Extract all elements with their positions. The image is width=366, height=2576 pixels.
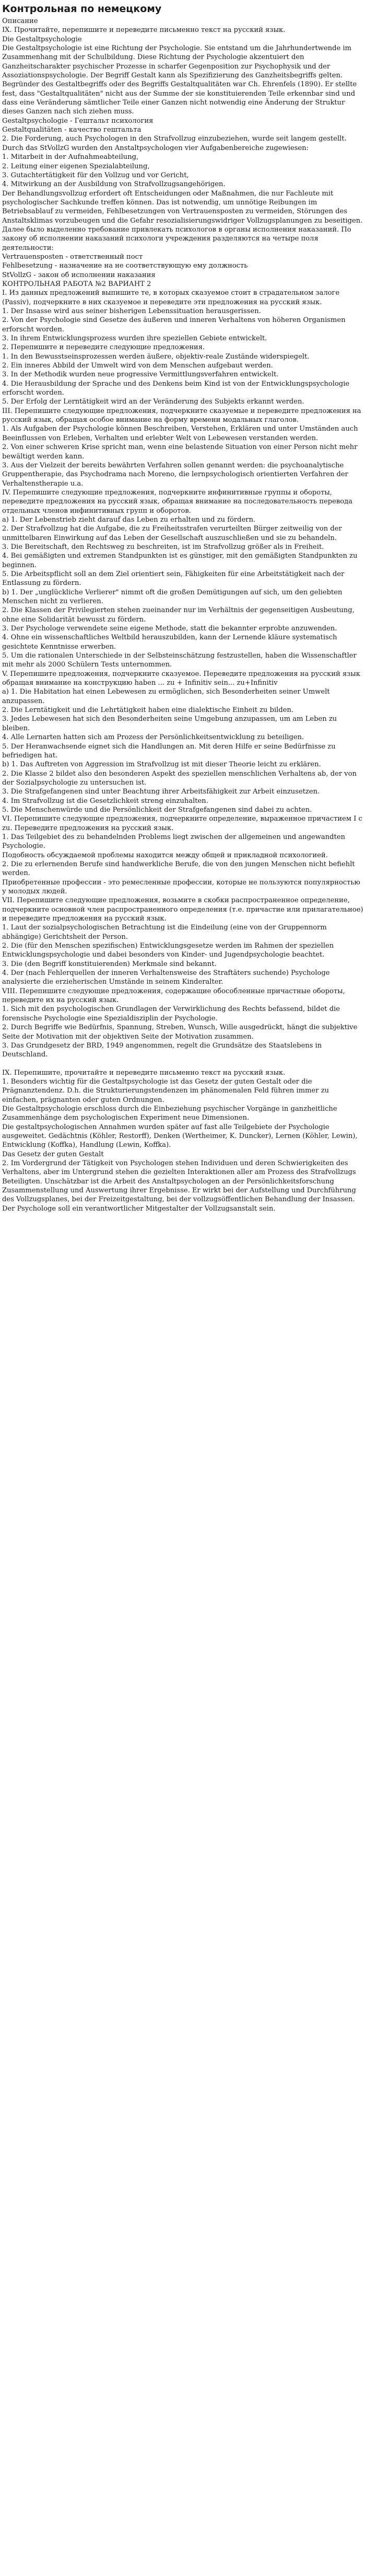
text-paragraph: 2. Die (für den Menschen spezifischen) Entwicklungsgesetze werden im Rahmen der speziellen Entwicklungspsychologie und dabei besonders von Kinder- und Jugendpsychologie beachtet.: [2, 942, 336, 959]
text-paragraph: 4. Alle Lernarten hatten sich am Prozess der Persönlichkeitsentwicklung zu beteiligen.: [2, 733, 304, 742]
text-paragraph: 3. Gutachtertätigkeit für den Vollzug und vor Gericht,: [2, 171, 189, 179]
text-paragraph: 5. Die Arbeitspflicht soll an dem Ziel orientiert sein, Fähigkeiten für eine Arbeitstätigkeit nach der Entlassung zu fördern.: [2, 570, 347, 588]
text-paragraph: Begründer des Gestaltbegriffs oder des Begriffs Gestaltqualitäten war Ch. Ehrenfels (1890). Er stellte fest, dass "Gestaltqualitäten" nicht aus der Summe der sie konstituierenden Teile erkennbar sind und dass eine Veränderung sämtlicher Teile einer Ganzen nicht notwendig eine Änderung der Struktur dieses Ganzen nach sich ziehen muss.: [2, 80, 359, 116]
text-paragraph: a) 1. Die Habitation hat einen Lebewesen zu ermöglichen, sich Besonderheiten seiner Umwelt anzupassen.: [2, 688, 332, 705]
text-paragraph: 3. Aus der Vielzeit der bereits bewährten Verfahren sollen genannt werden: die psychoanalytische Gruppentherapie, das Psychodrama nach Moreno, die lernpsychologisch orientierten Verfahren der Verhaltenstherapie u.a.: [2, 461, 351, 488]
text-paragraph: 2. Von der Psychologie sind Gesetze des äußeren und inneren Verhaltens von höheren Organismen erforscht worden.: [2, 316, 348, 334]
page-title: Контрольная по немецкому: [2, 3, 162, 15]
text-paragraph: Gestaltpsychologie - Гештальт психология: [2, 117, 154, 125]
text-paragraph: 1. Sich mit den psychologischen Grundlagen der Verwirklichung des Rechts befassend, bildet die forensische Psychologie eine Spezialdisziplin der Psychologie.: [2, 1005, 343, 1022]
text-paragraph: 4. Ohne ein wissenschaftliches Weltbild herauszubilden, kann der Lernende kläure systematisch gesichtete Kenntnisse erwerben.: [2, 634, 339, 651]
text-paragraph: 1. Besonders wichtig für die Gestaltpsychologie ist das Gesetz der guten Gestalt oder die Prägnanztendenz. D.h. die Strukturierungstendenzen im phänomenalen Feld führen immer zu einfachen, prägnanten oder guten Ordnungen.: [2, 1077, 332, 1104]
text-paragraph: Описание: [2, 17, 38, 25]
text-paragraph: 1. Das Teilgebiet des zu behandelnden Problems liegt zwischen der allgemeinen und angewandten Psychologie.: [2, 833, 348, 850]
text-paragraph: StVollzG - закон об исполнении наказания: [2, 271, 156, 279]
text-paragraph: 3. Das Grundgesetz der BRD, 1949 angenommen, regelt die Grundsätze des Staatslebens in Deutschland.: [2, 1041, 324, 1059]
text-paragraph: 4. Im Strafvollzug ist die Gesetzlichkeit streng einzuhalten.: [2, 797, 208, 805]
text-paragraph: 2. Leitung einer eigenen Spezialabteilung,: [2, 162, 150, 170]
text-paragraph: 2. Die Klassen der Privilegierten stehen zueinander nur im Verhältnis der gegenseitigen Ausbeutung, ohne eine Solidarität bewusst zu fördern.: [2, 606, 357, 624]
text-paragraph: 3. In ihrem Entwicklungsprozess wurden ihre speziellen Gebiete entwickelt.: [2, 335, 267, 343]
text-paragraph: 2. Der Strafvollzug hat die Aufgabe, die zu Freiheitsstrafen verurteilten Bürger zeitweilig von der unmittelbaren Einwirkung auf das Leben der Gesellschaft auszuschließen und sie zu behandeln.: [2, 525, 344, 542]
text-paragraph: 1. Mitarbeit in der Aufnahmeabteilung,: [2, 153, 139, 162]
text-paragraph: III. Перепишите следующие предложения, подчеркните сказуемые и переведите предложения на русский язык, обращая особое внимание на форму времени модальных глаголов.: [2, 407, 363, 424]
document-body: [2, 17, 364, 1213]
text-paragraph: 2. Die zu erlernenden Berufe sind handwerkliche Berufe, die von den jungen Menschen nicht befiehlt werden.: [2, 860, 357, 878]
text-paragraph: Die Gestaltpsychologie: [2, 35, 82, 43]
text-paragraph: 4. Mitwirkung an der Ausbildung von Strafvollzugsangehörigen.: [2, 180, 226, 189]
text-paragraph: 4. Bei gemäßigten und extremen Standpunkten ist es günstiger, mit den gemäßigten Standpunkten zu beginnen.: [2, 552, 360, 569]
text-paragraph: b) 1. Das Auftreten von Aggression im Strafvollzug ist mit dieser Theorie leicht zu erklären.: [2, 761, 321, 769]
text-paragraph: 3. Die Bereitschaft, den Rechtsweg zu beschreiten, ist im Strafvollzug größer als in Freiheit.: [2, 543, 324, 551]
text-paragraph: 2. Перепишите и переведите следующие предложения.: [2, 343, 205, 352]
text-paragraph: 2. Von einer schweren Krise spricht man, wenn eine belastende Situation von einer Person nicht mehr bewältigt werden kann.: [2, 443, 360, 461]
text-paragraph: 2. Die Forderung, auch Psychologen in den Strafvollzug einzubeziehen, wurde seit langem gestellt. Durch das StVollzG wurden den Anstaltpsychologen vier Aufgabenbereiche zugewiesen:: [2, 135, 349, 152]
text-paragraph: IX. Прочитайте, перепишите и переведите письменно текст на русский язык.: [2, 26, 286, 34]
text-paragraph: V. Перепишите предложения, подчеркните сказуемое. Переведите предложения на русский язык обращая внимание на конструкцию haben ... zu + Infinitiv sein... zu+Infinitiv: [2, 670, 363, 687]
paragraph-gap: [2, 1060, 364, 1068]
text-paragraph: 2. Ein inneres Abbild der Umwelt wird von dem Menschen aufgebaut werden.: [2, 362, 273, 370]
text-paragraph: VI. Перепишите следующие предложения, подчеркните определение, выраженное причастием I с zu. Переведите предложения на русский язык.: [2, 815, 365, 832]
text-paragraph: 2. Die Klasse 2 bildet also den besonderen Aspekt des speziellen menschlichen Verhaltens ab, der von der Sozialpsychologie zu untersuchen ist.: [2, 769, 359, 787]
text-paragraph: 1. In den Bewusstseinsprozessen werden äußere, objektiv-reale Zustände widerspiegelt.: [2, 352, 310, 361]
text-paragraph: IV. Перепишите следующие предложения, подчеркните инфинитивные группы и обороты, переведите предложения на русский язык, обращая внимание на последовательность перевода отдельных членов инфинитивных групп и оборотов.: [2, 488, 355, 515]
text-paragraph: VII. Перепишите следующие предложения, возьмите в скобки распространенное определение, подчеркните основной член распространенного определения (т.е. причастие или прилагательное) и переведите предложения на русский язык.: [2, 896, 365, 923]
text-paragraph: 4. Die Herausbildung der Sprache und des Denkens beim Kind ist von der Entwicklungspsychologie erforscht worden.: [2, 380, 352, 397]
text-paragraph: Fehlbesetzung - назначение на не соответствующую ему должность: [2, 262, 248, 270]
text-paragraph: a) 1. Der Lebenstrieb zieht darauf das Leben zu erhalten und zu fördern.: [2, 515, 256, 524]
text-paragraph: 3. Die Strafgefangenen sind unter Beachtung ihrer Arbeitsfähigkeit zur Arbeit einzusetzen.: [2, 788, 320, 796]
text-paragraph: Gestaltqualitäten - качество гештальта: [2, 126, 141, 134]
text-paragraph: 5. Der Heranwachsende eignet sich die Handlungen an. Mit deren Hilfe er seine Bedürfnisse zu befriedigen hat.: [2, 742, 338, 760]
text-paragraph: 1. Laut der sozialpsychologischen Betrachtung ist die Eindeilung (eine von der Gruppennorm abhängige) Gerichtsheit der Person.: [2, 924, 329, 941]
text-paragraph: I. Из данных предложений выпишите те, в которых сказуемое стоит в страдательном залоге (Passiv), подчеркните в них сказуемое и переведите эти предложения на русский язык.: [2, 289, 342, 306]
text-paragraph: 3. Die (den Begriff konstituierenden) Merkmale sind bekannt.: [2, 960, 217, 968]
text-paragraph: 5. Um die rationalen Unterschiede in der Selbsteinschätzung festzustellen, haben die Wissenschaftler mit mehr als 2000 Schülern Tests unternommen.: [2, 652, 359, 669]
text-paragraph: 3. Jedes Lebewesen hat sich den Besonderheiten seine Umgebung anzupassen, um am Leben zu bleiben.: [2, 715, 339, 732]
text-paragraph: 1. Der Insasse wird aus seiner bisherigen Lebenssituation herausgerissen.: [2, 307, 261, 315]
text-paragraph: 2. Die Lerntätigkeit und die Lehrtätigkeit haben eine dialektische Einheit zu bilden.: [2, 706, 294, 715]
text-paragraph: 2. Durch Begriffe wie Bedürfnis, Spannung, Streben, Wunsch, Wille ausgedrückt, hängt die subjektive Seite der Motivation mit der objektiven Seite der Motivation zusammen.: [2, 1024, 360, 1041]
text-paragraph: Das Gesetz der guten Gestalt: [2, 1150, 104, 1158]
text-paragraph: 2. Im Vordergrund der Tätigkeit von Psychologen stehen Individuen und deren Schwierigkeiten des Verhaltens, aber im Untergrund stehen die gezielten Interaktionen aller am Prozess des Strafvollzugs Beteiligten. Unschätzbar ist die Arbeit des Anstaltpsychologen an der Persönlichkeitsforschung Zusammenstellung und Auswertung ihrer Ergebnisse. Er wirkt bei der Aufstellung und Durchführung des Vollzugsplanes, bei der Freizeitgestaltung, bei der vollzugsöffentlichen Behandlung der Insassen. Der Psychologe soll ein verantwortlicher Mitgestalter der Vollzugsanstalt sein.: [2, 1159, 359, 1213]
text-paragraph: 4. Der (nach Fehlerquellen der inneren Verhaltensweise des Straftäters suchende) Psychologe analysierte die erzieherischen Umstände in seinem Kinderalter.: [2, 969, 332, 986]
text-paragraph: Die Gestaltpsychologie erschloss durch die Einbeziehung psychischer Vorgänge in ganzheitliche Zusammenhänge dem psychologischen Experiment neue Dimensionen.: [2, 1105, 339, 1122]
text-paragraph: 5. Der Erfolg der Lerntätigkeit wird an der Veränderung des Subjekts erkannt werden.: [2, 398, 304, 406]
text-paragraph: Vertrauensposten - ответственный пост: [2, 252, 143, 261]
text-paragraph: Die Gestaltpsychologie ist eine Richtung der Psychologie. Sie entstand um die Jahrhundertwende im Zusammenhang mit der Schulbildung. Diese Richtung der Psychologie akzentuiert den Ganzheitscharakter psychischer Prozesse in scharfer Gegenposition zur Psychophysik und der Assoziationspsychologie. Der Begriff Gestalt kann als Spezifizierung des Ganzheitsbegriffs gelten.: [2, 44, 354, 80]
text-paragraph: 1. Als Aufgaben der Psychologie können Beschreiben, Verstehen, Erklären und unter Umständen auch Beeinflussen von Erleben, Verhalten und erlebter Welt von Lebewesen verstanden werden.: [2, 425, 360, 442]
text-paragraph: Приобретенные профессии - это ремесленные профессии, которые не пользуются популярностью у молодых людей.: [2, 878, 363, 895]
text-paragraph: 3. In der Methodik wurden neue progressive Vermittlungsverfahren entwickelt.: [2, 371, 279, 379]
text-paragraph: b) 1. Der „unglückliche Verlierer" nimmt oft die großen Demütigungen auf sich, um den geliebten Menschen nicht zu verlieren.: [2, 588, 345, 605]
document-page: [0, 0, 366, 1234]
text-paragraph: 5. Die Menschenwürde und die Persönlichkeit der Strafgefangenen sind dabei zu achten.: [2, 806, 312, 814]
text-paragraph: Der Behandlungsvollzug erfordert oft Entscheidungen oder Maßnahmen, die nur Fachleute mit psychologischer Sachkunde treffen können. Das ist notwendig, um unnötige Reibungen im Betriebsablauf zu vermeiden, Fehlbesetzungen von Vertrauensposten zu vermeiden, Störungen des Anstaltsklimas vorzubeugen und die Gefahr resozialisierungswidriger Vollzugsplanungen zu beseitigen. Далее было выделенно требование привлекать психологов в органы исполнения наказаний. По закону об исполнении наказаний психологи учреждения разделяются на четыре поля деятельности:: [2, 189, 365, 252]
text-paragraph: VIII. Перепишите следующие предложения, содержащие обособленные причастные обороты, переведите их на русский язык.: [2, 987, 347, 1005]
text-paragraph: 3. Der Psychologe verwendete seine eigene Methode, statt die bekannter erprobte anzuwenden.: [2, 625, 337, 633]
text-paragraph: Подобность обсуждаемой проблемы находится между общей и прикладной психологией.: [2, 851, 328, 859]
text-paragraph: КОНТРОЛЬНАЯ РАБОТА №2 ВАРИАНТ 2: [2, 280, 151, 288]
text-paragraph: Die gestaltpsychologischen Annahmen wurden später auf fast alle Teilgebiete der Psychologie ausgeweitet. Gedächtnis (Köhler, Restorff), Denken (Wertheimer, K. Duncker), Lernen (Köhler, Lewin), Entwicklung (Koffka), Handlung (Lewin, Koffka).: [2, 1123, 360, 1149]
text-paragraph: IX. Перепишите, прочитайте и переведите письменно текст на русский язык.: [2, 1068, 286, 1077]
